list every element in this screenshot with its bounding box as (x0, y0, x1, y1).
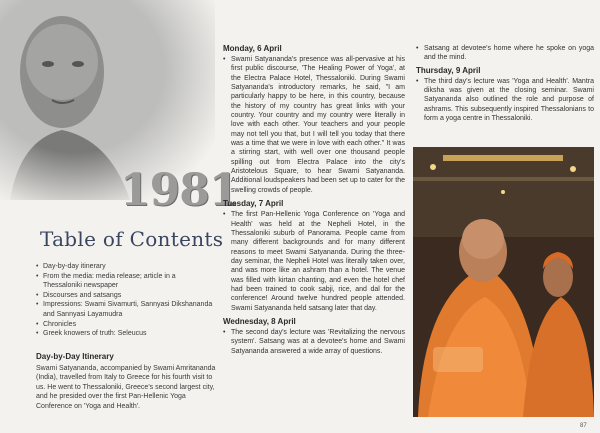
day-entry: • Swami Satyananda's presence was all-pervasive at his first public discourse, 'The Healing Power of Yoga', at the Electra Palace Hotel, Thessaloniki. During Swami Satyananda's introductory remarks, he said, "I am particularly happy to be here, in this country, because the history of my country has great links with your country. Your country and my country were literally in love with each other. Your teachers and your people may not tell you that, but I will tell you today that there was a time that we were in love with each other." It was a stirring start, with well over one thousand people spilling out from Electra Palace into the city's Aristotelous Square, to hear Swami Satyananda. Additional loudspeakers had been set up to cater for the swelling crowds of people. (223, 55, 405, 195)
toc-item: • Greek knowers of truth: Seleucus (36, 329, 214, 339)
toc-item: • Discourses and satsangs (36, 291, 214, 301)
toc-item: • Chronicles (36, 320, 214, 330)
toc-item: • Day-by-day itinerary (36, 262, 214, 272)
day-heading: Wednesday, 8 April (223, 316, 296, 326)
toc-item: • Impressions: Swami Sivamurti, Sannyasi Dikshananda and Sannyasi Layamudra (36, 300, 214, 319)
toc-list (36, 262, 214, 339)
itinerary-heading: Day-by-Day Itinerary (36, 352, 114, 361)
toc-heading: Table of Contents (40, 227, 224, 251)
itinerary-column-middle (223, 44, 405, 360)
day-heading: Thursday, 9 April (416, 65, 481, 75)
day-heading: Tuesday, 7 April (223, 199, 284, 209)
itinerary-column-right (416, 44, 594, 126)
event-photo (413, 147, 594, 417)
day-block (223, 199, 405, 313)
day-block (416, 44, 594, 63)
itinerary-intro: Swami Satyananda, accompanied by Swami Amritananda (India), travelled from Italy to Greece for his fourth visit to us. He went to Thessaloniki, Greece's second largest city, and he presided over the first Pan-Hellenic Yoga Conference on 'Yoga and Health'. (36, 365, 216, 410)
year-title: 1981 (120, 165, 239, 216)
page-number: 87 (580, 423, 587, 429)
day-entry: • The second day's lecture was 'Revitalizing the nervous system'. Satsang was at a devotee's home and Swami Satyananda answered a wide array of questions. (223, 328, 405, 356)
day-block (416, 66, 594, 124)
day-entry: • The first Pan-Hellenic Yoga Conference on 'Yoga and Health' was held at the Nepheli Hotel, in the Thessaloniki suburb of Panorama. People came from many different backgrounds and for many different reasons to meet Swami Satyananda. During the three-day seminar, the Nepheli Hotel was literally taken over, and was more like an ashram than a hotel. The venue was filled with kirtan chanting, and even the hotel chef had been trained to cook sabji, rice, and dal for the conference! Around twelve hundred people attended. Swami Satyananda held satsang later that day. (223, 210, 405, 313)
day-heading: Monday, 6 April (223, 44, 282, 53)
day-block (223, 44, 405, 195)
toc-item: • From the media: media release; article in a Thessaloniki newspaper (36, 272, 214, 291)
day-entry: • Satsang at devotee's home where he spoke on yoga and the mind. (416, 44, 594, 63)
day-entry: • The third day's lecture was 'Yoga and Health'. Mantra diksha was given at the closing seminar. Swami Satyananda also outlined the role and purpose of ashrams. This subsequently inspired Thessalonians to form a yoga centre in Thessaloniki. (416, 77, 594, 124)
day-block (223, 317, 405, 356)
